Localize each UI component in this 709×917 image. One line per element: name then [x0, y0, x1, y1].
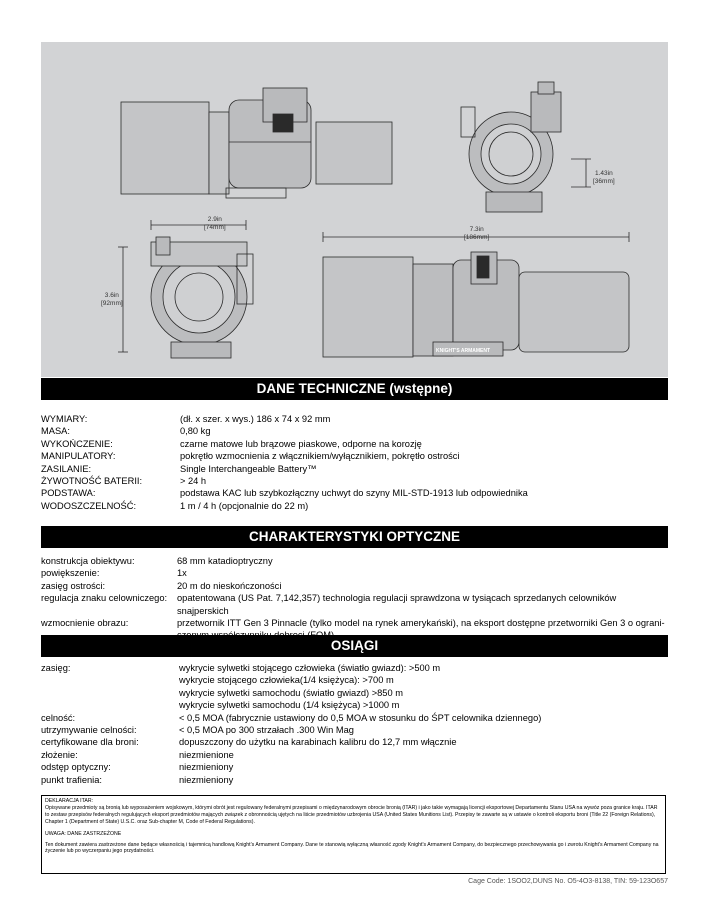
mount-engraving: KNIGHT'S ARMAMENT [436, 348, 491, 354]
spec-label: WODOSZCZELNOŚĆ: [41, 500, 137, 511]
itar-text: Opisywane przedmioty są bronią lub wyposażeniem wojskowym, którymi obrót jest regulowany federalnymi przepisami o międzynarodowym obrocie bronią (ITAR) i jako takie wymagają licencji eksportowej Departamentu Stanu USA na wywóz poza granice kraju. ITAR to zestaw przepisów federalnych regulujących eksport przedmiotów mających związek z obronnością ujętych na liście przedmiotów uzbrojenia USA (United States Munitions List). Przepisy te zawarte są w ustawie o kontroli eksportu broni (Title 22 (Foreign Relations), Chapter 1 (Department of State) U.S.C. oraz Sub-chapter M, Code of Federal Regulations). [45, 804, 658, 825]
spec-value: (dł. x szer. x wys.) 186 x 74 x 92 mm [180, 414, 331, 424]
spec-label: MASA: [41, 426, 70, 437]
spec-value-line: wykrycie sylwetki stojącego człowieka (światło gwiazd): >500 m [179, 663, 441, 673]
spec-value-line: niezmieniony [179, 762, 234, 773]
spec-label: ŻYWOTNOŚĆ BATERII: [41, 476, 143, 487]
spec-row [41, 774, 668, 786]
dim-height [101, 292, 123, 308]
spec-value [177, 592, 668, 617]
spec-value-line: niezmieniony [179, 774, 234, 785]
itar-heading: DEKLARACJA ITAR: [45, 798, 94, 804]
spec-label: złożenie: [41, 749, 78, 760]
proprietary-text: Ten dokument zawiera zastrzeżone dane będące własnością i tajemnicą handlową Knight's Armament Company. Dane te stanowią wyłączną własność zgody Knight's Armament Company, do bezpiecznego przechowywania go i zwrotu Knight's Armament Company na życzenie lub po wyczerpaniu jego przydatności. [45, 841, 659, 855]
spec-row [41, 500, 668, 512]
section-header-performance: OSIĄGI [41, 635, 668, 657]
spec-row [41, 736, 668, 748]
spec-row [41, 450, 668, 462]
section-header-optical: CHARAKTERYSTYKI OPTYCZNE [41, 526, 668, 548]
spec-value: czarne matowe lub brązowe piaskowe, odporne na korozję [180, 438, 422, 449]
spec-label: ZASILANIE: [41, 463, 92, 474]
spec-row [41, 487, 668, 499]
technical-spec-list [41, 413, 668, 512]
dim-height-in: 3.6in [104, 292, 119, 299]
dim-width-mm: [74mm] [204, 224, 226, 231]
spec-label: wzmocnienie obrazu: [41, 618, 129, 629]
spec-value [179, 736, 668, 748]
spec-label: regulacja znaku celowniczego: [41, 593, 168, 604]
spec-value [179, 774, 668, 786]
dim-height-mm: [92mm] [101, 300, 123, 307]
spec-value: 1 m / 4 h (opcjonalnie do 22 m) [180, 500, 309, 511]
spec-label: MANIPULATORY: [41, 451, 116, 462]
spec-value [179, 749, 668, 761]
proprietary-warning: UWAGA: DANE ZASTRZEŻONE [45, 830, 122, 837]
spec-row [41, 749, 668, 761]
spec-value-line: opatentowana (US Pat. 7,142,357) technologia regulacji sprawdzona w tysiącach sprzedanych celowników snajperskich [177, 593, 617, 616]
scope-line-drawings [41, 42, 668, 377]
itar-declaration-box [41, 795, 666, 874]
spec-row [41, 425, 668, 437]
spec-row [41, 438, 668, 450]
spec-value [177, 567, 668, 579]
spec-value-line: dopuszczony do użytku na karabinach kalibru do 12,7 mm włącznie [179, 737, 457, 748]
spec-value-line: < 0,5 MOA po 300 strzałach .300 Win Mag [179, 725, 354, 736]
footer-cage-code: Cage Code: 1SOO2,DUNS No. O5-4O3-8138, TIN: 59-123O657 [468, 878, 668, 885]
spec-value [179, 761, 668, 773]
spec-row [41, 761, 668, 773]
spec-row [41, 724, 668, 736]
spec-value-line: < 0,5 MOA (fabrycznie ustawiony do 0,5 MOA w stosunku do ŚPT celownika dziennego) [179, 712, 542, 723]
spec-value: 0,80 kg [180, 426, 211, 437]
spec-value [179, 662, 668, 712]
dim-width [204, 216, 226, 232]
spec-label: certyfikowane dla broni: [41, 737, 139, 748]
spec-value [179, 712, 668, 724]
spec-row [41, 580, 668, 592]
dim-offset-in: 1.43in [594, 170, 613, 177]
spec-value [179, 724, 668, 736]
spec-label: WYKOŃCZENIE: [41, 438, 113, 449]
spec-row [41, 567, 668, 579]
spec-value-line: niezmienione [179, 749, 234, 760]
technical-drawing [41, 42, 668, 377]
performance-spec-list [41, 662, 668, 786]
spec-value: Single Interchangeable Battery™ [180, 463, 317, 474]
spec-row [41, 475, 668, 487]
spec-row [41, 463, 668, 475]
spec-row [41, 662, 668, 712]
spec-value [177, 580, 668, 592]
spec-row [41, 413, 668, 425]
spec-value: > 24 h [180, 476, 207, 487]
spec-value-line: wykrycie stojącego człowieka(1/4 księżyca): >700 m [179, 675, 394, 686]
spec-row [41, 592, 668, 617]
spec-value-line: wykrycie sylwetki samochodu (światło gwiazd) >850 m [179, 687, 403, 698]
spec-label: odstęp optyczny: [41, 762, 111, 773]
dim-offset [593, 170, 615, 186]
spec-label: PODSTAWA: [41, 488, 96, 499]
spec-value-line: 68 mm katadioptryczny [177, 556, 273, 566]
dim-length-in: 7.3in [469, 226, 484, 233]
dim-length-mm: [186mm] [464, 234, 490, 241]
spec-value-line: 1x [177, 568, 187, 579]
spec-label: punkt trafienia: [41, 774, 102, 785]
spec-label: WYMIARY: [41, 414, 88, 424]
spec-label: powiększenie: [41, 568, 100, 579]
spec-label: zasięg: [41, 663, 71, 673]
optical-spec-list [41, 555, 668, 642]
spec-row [41, 712, 668, 724]
dim-length [464, 226, 489, 242]
dim-offset-mm: [36mm] [593, 178, 615, 185]
spec-value: pokrętło wzmocnienia z włącznikiem/wyłącznikiem, pokrętło ostrości [180, 451, 460, 462]
section-header-technical: DANE TECHNICZNE (wstępne) [41, 378, 668, 400]
spec-row [41, 555, 668, 567]
spec-label: utrzymywanie celności: [41, 725, 137, 736]
spec-value: podstawa KAC lub szybkozłączny uchwyt do szyny MIL-STD-1913 lub odpowiednika [180, 488, 528, 499]
spec-value [177, 555, 668, 567]
spec-label: zasięg ostrości: [41, 580, 106, 591]
dim-width-in: 2.9in [207, 216, 222, 223]
spec-value-line: wykrycie sylwetki samochodu (1/4 księżyca) >1000 m [179, 700, 400, 711]
spec-label: celność: [41, 712, 76, 723]
spec-value-line: przetwornik ITT Gen 3 Pinnacle (tylko model na rynek amerykański), na eksport dostępne przetworniki Gen 3 o ograni- [177, 618, 665, 629]
spec-label: konstrukcja obiektywu: [41, 556, 135, 566]
spec-value-line: 20 m do nieskończoności [177, 580, 282, 591]
